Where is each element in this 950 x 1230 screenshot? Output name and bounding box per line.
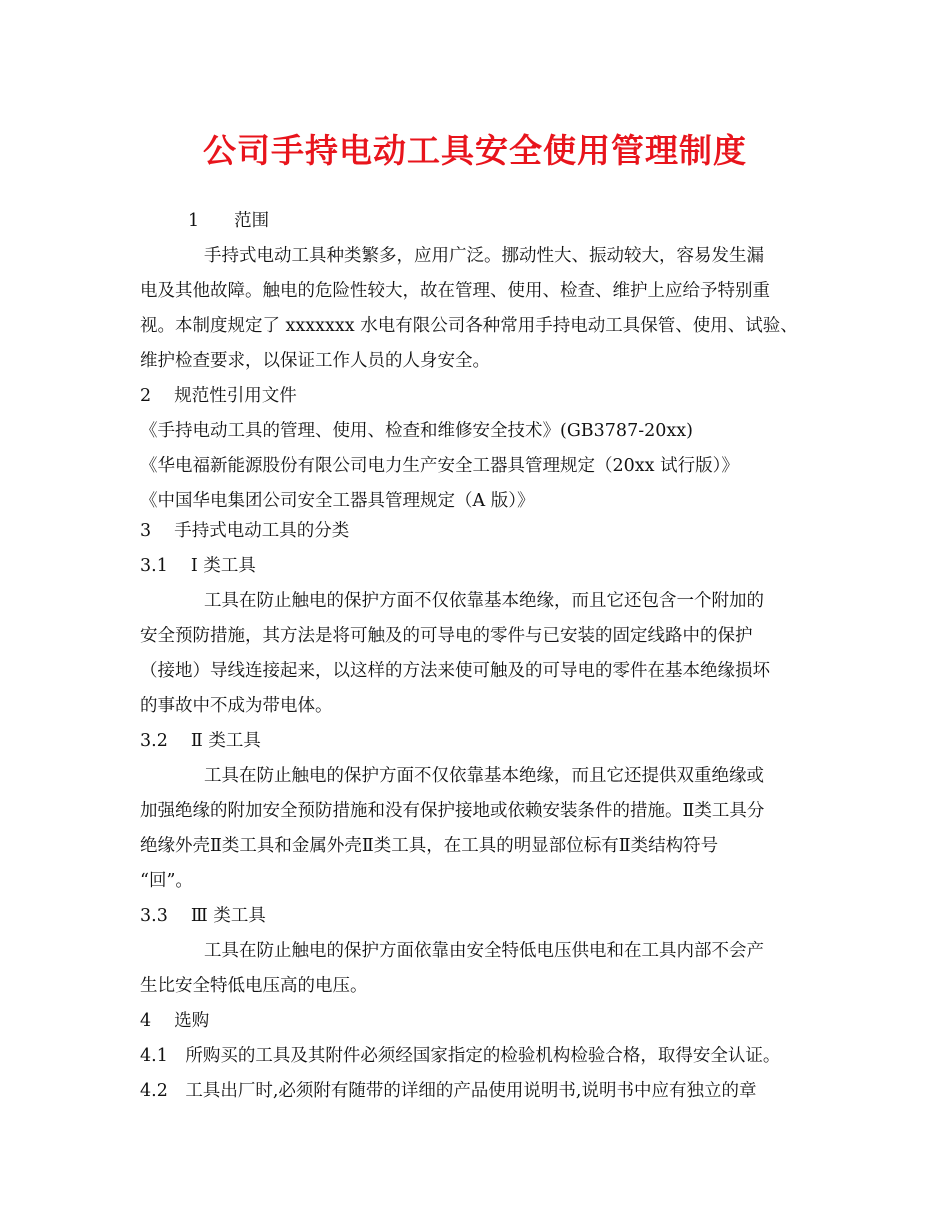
paragraph-line: 视。本制度规定了 xxxxxxx 水电有限公司各种常用手持电动工具保管、使用、试验、 — [140, 316, 798, 336]
document-title: 公司手持电动工具安全使用管理制度 — [203, 131, 747, 170]
heading-scope: 1 范围 — [188, 211, 270, 231]
heading-normative-references: 2 规范性引用文件 — [140, 386, 297, 406]
paragraph-line: 生比安全特低电压高的电压。 — [140, 976, 368, 996]
heading-class-2: 3.2 Ⅱ 类工具 — [140, 731, 261, 751]
clause-4-2: 4.2 工具出厂时,必须附有随带的详细的产品使用说明书,说明书中应有独立的章 — [140, 1081, 757, 1101]
heading-classification: 3 手持式电动工具的分类 — [140, 521, 350, 541]
heading-class-1: 3.1 Ⅰ 类工具 — [140, 556, 256, 576]
paragraph-line: 工具在防止触电的保护方面依靠由安全特低电压供电和在工具内部不会产 — [204, 941, 764, 961]
paragraph-line: 维护检查要求，以保证工作人员的人身安全。 — [140, 351, 490, 371]
paragraph-line: 加强绝缘的附加安全预防措施和没有保护接地或依赖安装条件的措施。Ⅱ类工具分 — [140, 801, 765, 821]
reference-line: 《中国华电集团公司安全工器具管理规定（A 版）》 — [140, 491, 535, 511]
paragraph-line: 工具在防止触电的保护方面不仅依靠基本绝缘，而且它还包含一个附加的 — [204, 591, 764, 611]
paragraph-line: 手持式电动工具种类繁多，应用广泛。挪动性大、振动较大，容易发生漏 — [204, 246, 764, 266]
heading-purchase: 4 选购 — [140, 1011, 210, 1031]
paragraph-line: 电及其他故障。触电的危险性较大，故在管理、使用、检查、维护上应给予特别重 — [140, 281, 770, 301]
paragraph-line: 安全预防措施，其方法是将可触及的可导电的零件与已安装的固定线路中的保护 — [140, 626, 753, 646]
paragraph-line: 工具在防止触电的保护方面不仅依靠基本绝缘，而且它还提供双重绝缘或 — [204, 766, 764, 786]
paragraph-line: “回”。 — [140, 871, 193, 891]
paragraph-line: 绝缘外壳Ⅱ类工具和金属外壳Ⅱ类工具，在工具的明显部位标有Ⅱ类结构符号 — [140, 836, 719, 856]
heading-class-3: 3.3 Ⅲ 类工具 — [140, 906, 266, 926]
reference-line: 《华电福新能源股份有限公司电力生产安全工器具管理规定（20xx 试行版）》 — [140, 456, 739, 476]
clause-4-1: 4.1 所购买的工具及其附件必须经国家指定的检验机构检验合格，取得安全认证。 — [140, 1046, 781, 1066]
paragraph-line: 的事故中不成为带电体。 — [140, 696, 333, 716]
reference-line: 《手持电动工具的管理、使用、检查和维修安全技术》(GB3787-20xx) — [140, 421, 693, 441]
paragraph-line: （接地）导线连接起来，以这样的方法来使可触及的可导电的零件在基本绝缘损坏 — [140, 661, 770, 681]
